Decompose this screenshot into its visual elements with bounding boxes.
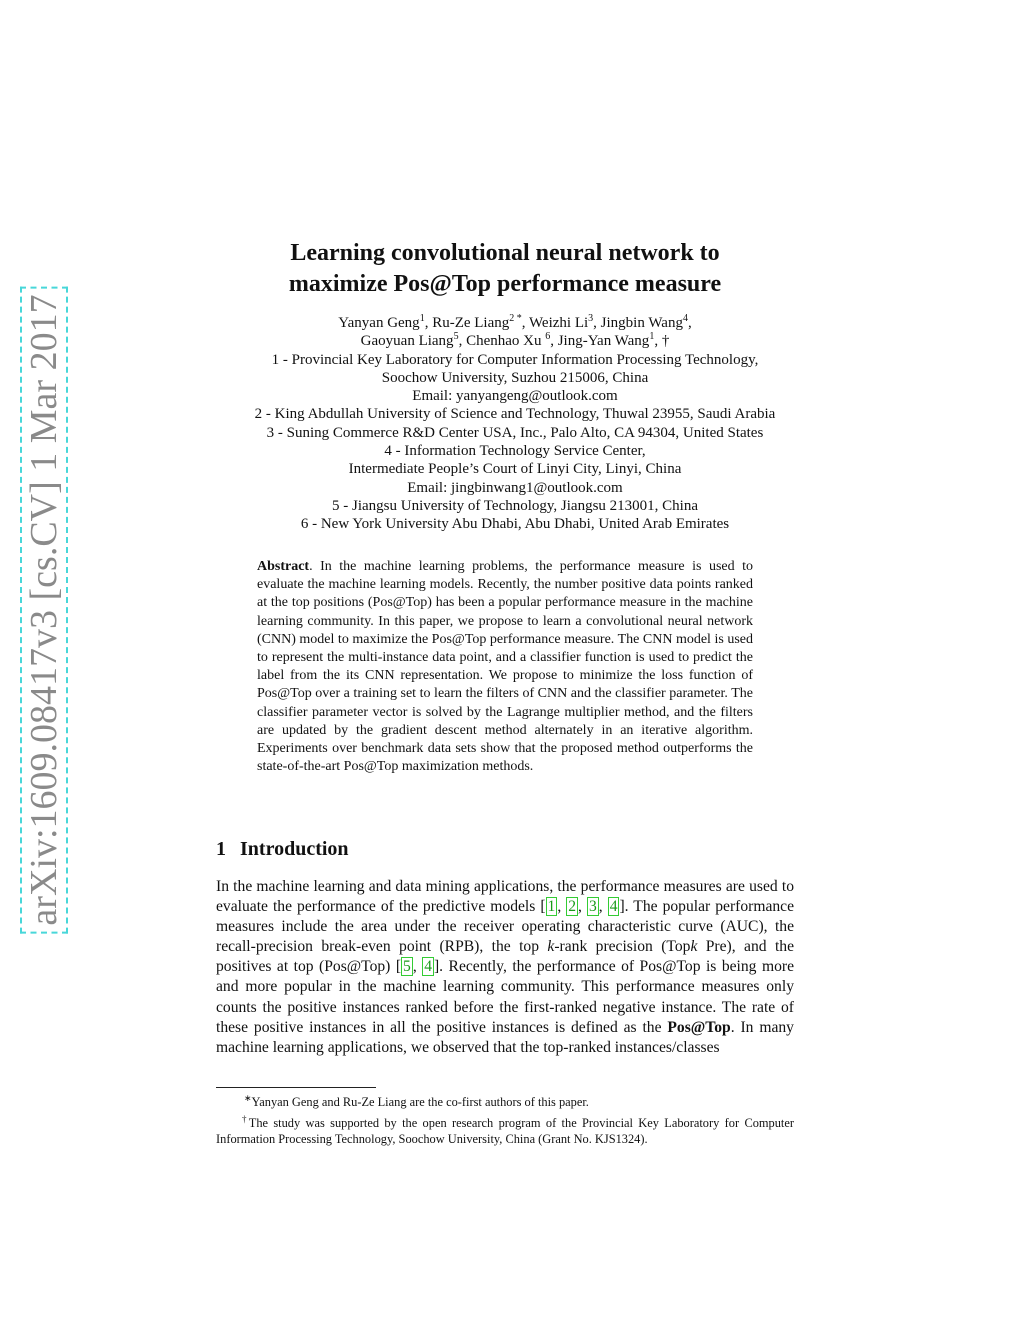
citation-link[interactable]: 4 [424, 958, 432, 976]
affiliation-line: Soochow University, Suzhou 215006, China [381, 369, 649, 386]
footnotes [216, 1090, 794, 1147]
title-line-1: Learning convolutional neural network to [290, 240, 720, 266]
paper-title [180, 238, 830, 300]
citation-link[interactable]: 1 [547, 898, 556, 916]
author-line-1: Yanyan Geng$^1$, Ru-Ze Liang$^2$ *, Weizhi Li$^3$, Jingbin Wang$^4$, [338, 313, 692, 331]
citation-link[interactable]: 3 [588, 898, 597, 916]
introduction-paragraph: In the machine learning and data mining applications, the performance measures are used to evaluate the performance of the predictive models [ 1 , 2 , 3 , 4 ]. The popular performance measures include the area under the receiver operating characteristic curve (AUC), the recall-precision break-even point (RPB), the top k-rank precision (Topk Pre), and the positives at top (Pos@Top) [ 5 , 4 ]. Recently, the performance of Pos@Top is being more and more popular in the machine learning community. This performance measures only counts the positive instances ranked before the first-ranked negative instance. The rate of these positive instances in all the positive instances is defined as the Pos@Top. In many machine learning applications, we observed that the top-ranked instances/classes [216, 878, 795, 1056]
affiliation-email: Email: yanyangeng@outlook.com [412, 388, 618, 405]
affiliation-line: 3 - Suning Commerce R&D Center USA, Inc., Palo Alto, CA 94304, United States [266, 424, 764, 441]
authors-and-affiliations [200, 314, 830, 534]
abstract-text: . In the machine learning problems, the performance measure is used to evaluate the machine learning models. Recently, the number positive data points ranked at the top positions (Pos@Top) has been a popular performance measure in the machine learning community. In this paper, we propose to learn a convolutional neural network (CNN) model to maximize the Pos@Top performance measure. The CNN model is used to represent the multi-instance data point, and a classifier function is used to predict the label from the its CNN representation. We propose to minimize the loss function of Pos@Top over a training set to learn the filters of CNN and the classifier parameter. The classifier parameter vector is solved by the Lagrange multiplier method, and the filters are updated by the gradient descent method alternately in an iterative algorithm. Experiments over benchmark data sets show that the proposed method outperforms the state-of-the-art Pos@Top maximization methods. [257, 559, 753, 775]
footnote-rule [216, 1087, 376, 1088]
citation-link[interactable]: 4 [609, 898, 618, 916]
affiliation-line: 4 - Information Technology Service Center, [384, 443, 646, 460]
pos-at-top-term: Pos@Top [667, 1018, 731, 1036]
abstract-label: Abstract [257, 559, 310, 574]
footnote-1: ∗Yanyan Geng and Ru-Ze Liang are the co-first authors of this paper. [244, 1093, 589, 1110]
section-number: 1 [216, 838, 226, 860]
author-line-2: Gaoyuan Liang$^5$, Chenhao Xu $^6$, Jing-Yan Wang$^1$, † [360, 331, 670, 350]
affiliation-line: 2 - King Abdullah University of Science and Technology, Thuwal 23955, Saudi Arabia [254, 406, 776, 423]
citation-link[interactable]: 2 [568, 898, 577, 916]
footnote-2: †The study was supported by the open research program of the Provincial Key Laboratory for Computer Information Processing Technology, Soochow University, China (Grant No. KJS1324). [216, 1113, 795, 1147]
abstract [257, 558, 753, 776]
section-title: Introduction [240, 838, 349, 860]
section-heading [216, 838, 349, 861]
affiliation-line: 1 - Provincial Key Laboratory for Computer Information Processing Technology, [271, 351, 759, 368]
affiliation-line: Intermediate People’s Court of Linyi City, Linyi, China [348, 461, 682, 478]
arxiv-id[interactable]: arXiv:1609.08417v3 [cs.CV] 1 Mar 2017 [20, 286, 68, 933]
affiliation-line: 6 - New York University Abu Dhabi, Abu Dhabi, United Arab Emirates [300, 516, 730, 533]
affiliation-email: Email: jingbinwang1@outlook.com [407, 479, 623, 496]
arxiv-side-stamp [22, 294, 66, 926]
affiliation-line: 5 - Jiangsu University of Technology, Jiangsu 213001, China [332, 497, 698, 514]
title-line-2: maximize Pos@Top performance measure [288, 271, 722, 297]
citation-link[interactable]: 5 [403, 958, 411, 976]
